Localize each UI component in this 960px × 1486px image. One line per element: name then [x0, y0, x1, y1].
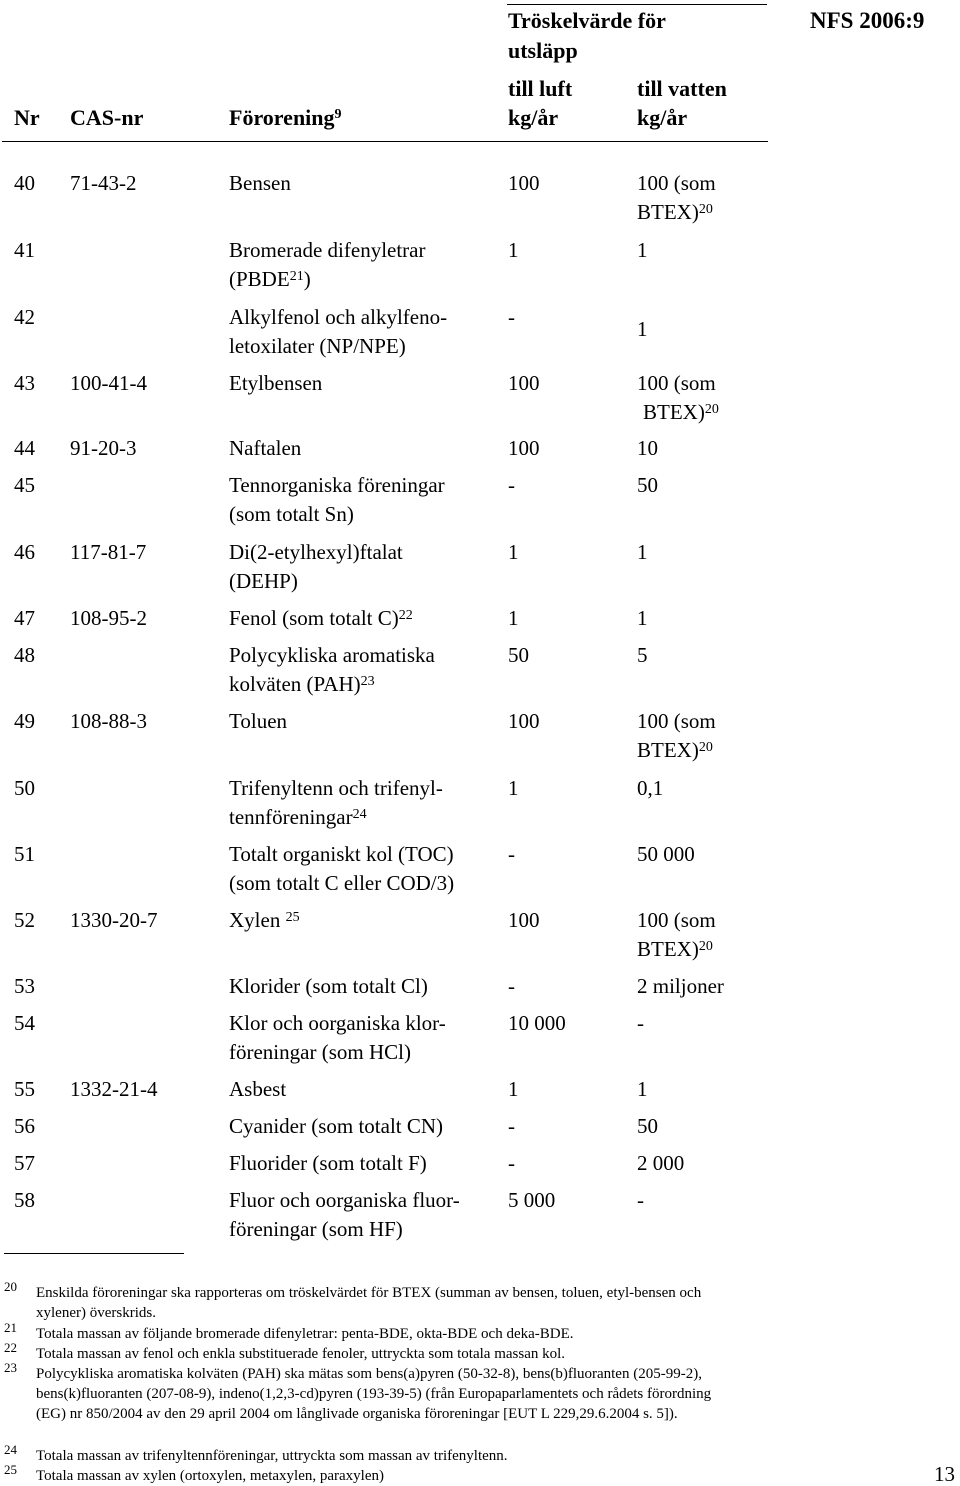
water-heading-2: kg/år	[637, 105, 688, 130]
water-threshold: -	[637, 1188, 644, 1212]
substance-name-line2-text: föreningar (som HCl)	[229, 1040, 411, 1064]
substance-name	[229, 369, 322, 398]
air-threshold: -	[508, 842, 515, 866]
substance-name-line2-text: kolväten (PAH)	[229, 672, 361, 696]
substance-name-line2	[229, 265, 311, 294]
water-threshold-line2	[637, 736, 713, 765]
air-threshold: -	[508, 1114, 515, 1138]
doc-code: NFS 2006:9	[810, 8, 925, 33]
substance-name-text: Klor och oorganiska klor-	[229, 1011, 446, 1035]
substance-name-text: Totalt organiskt kol (TOC)	[229, 842, 454, 866]
footnote-text: Polycykliska aromatiska kolväten (PAH) ska mätas som bens(a)pyren (50-32-8), bens(b)fluoranten (205-99-2), bens(k)fluoranten (207-08-9), indeno(1,2,3-cd)pyren (193-39-5) (från Europaparlamentets och rådets förordning (EG) nr 850/2004 av den 29 april 2004 om långlivade organiska föroreningar [EUT L 229,29.6.2004 s. 5]).	[36, 1366, 712, 1422]
substance-name-text: Fenol (som totalt C)	[229, 606, 399, 630]
substance-name	[229, 604, 413, 633]
substance-name	[229, 1112, 443, 1141]
substance-name-text: Polycykliska aromatiska	[229, 643, 435, 667]
footnote-ref: 20	[704, 402, 719, 417]
substance-name-line2-text: (som totalt Sn)	[229, 502, 354, 526]
substance-name	[229, 1075, 286, 1104]
water-threshold-line2	[637, 198, 713, 227]
footnote-number: 25	[4, 1462, 17, 1477]
footnote-text: Totala massan av följande bromerade difenyletrar: penta-BDE, okta-BDE och deka-BDE.	[36, 1326, 574, 1342]
substance-name-text: Fluorider (som totalt F)	[229, 1151, 427, 1175]
air-threshold: 1	[508, 238, 519, 262]
row-number: 49	[14, 709, 35, 733]
cas-number: 117-81-7	[70, 540, 147, 564]
row-number: 48	[14, 643, 35, 667]
substance-name	[229, 840, 454, 869]
water-threshold: 100 (som	[637, 371, 716, 395]
header-top-rule	[507, 4, 767, 5]
cas-number: 108-88-3	[70, 709, 147, 733]
substance-name-text: Etylbensen	[229, 371, 323, 395]
row-number: 52	[14, 908, 35, 932]
water-threshold: 1	[637, 540, 648, 564]
substance-name-text: Bromerade difenyletrar	[229, 238, 426, 262]
row-number: 45	[14, 473, 35, 497]
substance-name-text: Alkylfenol och alkylfeno-	[229, 305, 448, 329]
water-threshold: 1	[637, 238, 648, 262]
row-number: 44	[14, 436, 35, 460]
air-threshold: -	[508, 974, 515, 998]
substance-name-text: Xylen	[229, 908, 281, 932]
row-number: 47	[14, 606, 35, 630]
substance-name-line2-text: letoxilater (NP/NPE)	[229, 334, 406, 358]
row-number: 41	[14, 238, 35, 262]
substance-name-text: Cyanider (som totalt CN)	[229, 1114, 444, 1138]
substance-heading: Förorening$^9$	[229, 105, 342, 130]
water-threshold: 50 000	[637, 842, 695, 866]
water-threshold: 100 (som	[637, 709, 716, 733]
water-threshold: 100 (som	[637, 908, 716, 932]
water-threshold: 5	[637, 643, 648, 667]
footnote-number: 22	[4, 1340, 17, 1355]
footnote-ref: 20	[698, 202, 713, 217]
threshold-heading-2: utsläpp	[508, 38, 578, 63]
substance-name-line2	[229, 670, 375, 699]
footnote-text: Totala massan av trifenyltennföreningar, uttryckta som massan av trifenyltenn.	[36, 1448, 508, 1464]
cas-number: 108-95-2	[70, 606, 147, 630]
row-number: 42	[14, 305, 35, 329]
air-heading-1: till luft	[508, 76, 573, 101]
water-threshold: 0,1	[637, 776, 664, 800]
substance-name	[229, 434, 301, 463]
air-threshold: 10 000	[508, 1011, 566, 1035]
substance-name-text: Toluen	[229, 709, 288, 733]
row-number: 57	[14, 1151, 35, 1175]
substance-name-text: Bensen	[229, 171, 291, 195]
footnote-ref: 21	[289, 269, 304, 284]
substance-name	[229, 774, 443, 803]
cas-number: 91-20-3	[70, 436, 137, 460]
footnote-ref: 24	[352, 807, 367, 822]
substance-name-line2	[229, 500, 354, 529]
water-threshold-line2-text: BTEX)	[637, 738, 699, 762]
substance-name-text: Fluor och oorganiska fluor-	[229, 1188, 460, 1212]
water-threshold: 10	[637, 436, 658, 460]
cas-number: 71-43-2	[70, 171, 137, 195]
substance-name-line2	[229, 1215, 403, 1244]
substance-name-line2-text: (PBDE	[229, 267, 290, 291]
substance-name-text: Trifenyltenn och trifenyl-	[229, 776, 443, 800]
threshold-heading-1: Tröskelvärde för	[508, 8, 666, 33]
water-threshold: 2 000	[637, 1151, 685, 1175]
substance-name-line2	[229, 567, 298, 596]
air-threshold: 1	[508, 1077, 519, 1101]
substance-name	[229, 1009, 446, 1038]
water-threshold: 1	[637, 606, 648, 630]
water-threshold: 1	[637, 317, 648, 341]
footnote-number: 21	[4, 1320, 17, 1335]
air-threshold: 100	[508, 709, 540, 733]
row-number: 46	[14, 540, 35, 564]
substance-name-line2	[229, 869, 454, 898]
water-threshold: -	[637, 1011, 644, 1035]
substance-name-line2	[229, 1038, 411, 1067]
footnote-text: Enskilda föroreningar ska rapporteras om tröskelvärdet för BTEX (summan av bensen, toluen, etyl-bensen och xylener) överskrids.	[36, 1285, 702, 1321]
substance-name-line2	[229, 803, 367, 832]
substance-name-line2	[229, 332, 406, 361]
air-threshold: -	[508, 473, 515, 497]
page-number: 13	[934, 1462, 955, 1486]
footnote-ref: 20	[698, 939, 713, 954]
substance-name	[229, 906, 300, 935]
cas-number: 1332-21-4	[70, 1077, 158, 1101]
water-threshold-line2	[637, 935, 713, 964]
air-threshold: -	[508, 1151, 515, 1175]
air-threshold: 100	[508, 436, 540, 460]
air-threshold: 100	[508, 908, 540, 932]
footnote-number: 20	[4, 1279, 17, 1294]
footnote-number: 24	[4, 1442, 17, 1457]
footnote-text: Totala massan av fenol och enkla substituerade fenoler, uttryckta som totala massan kol.	[36, 1346, 566, 1362]
air-threshold: 50	[508, 643, 529, 667]
footnote-ref: 25	[285, 910, 300, 925]
air-threshold: 1	[508, 776, 519, 800]
substance-name-line2-text: (DEHP)	[229, 569, 298, 593]
substance-name-text: Asbest	[229, 1077, 287, 1101]
air-threshold: 5 000	[508, 1188, 556, 1212]
substance-name	[229, 303, 447, 332]
substance-name-text: Tennorganiska föreningar	[229, 473, 445, 497]
cas-number: 1330-20-7	[70, 908, 158, 932]
substance-name	[229, 169, 291, 198]
substance-name	[229, 972, 428, 1001]
substance-name-line2-tail: )	[303, 267, 311, 291]
air-threshold: -	[508, 305, 515, 329]
water-threshold: 1	[637, 1077, 648, 1101]
cas-heading: CAS-nr	[70, 105, 144, 130]
water-threshold: 50	[637, 1114, 658, 1138]
row-number: 55	[14, 1077, 35, 1101]
air-threshold: 100	[508, 171, 540, 195]
substance-name	[229, 707, 287, 736]
nr-heading: Nr	[14, 105, 40, 130]
substance-name-text: Di(2-etylhexyl)ftalat	[229, 540, 403, 564]
row-number: 40	[14, 171, 35, 195]
substance-name	[229, 236, 426, 265]
water-threshold-line2-text: BTEX)	[637, 200, 699, 224]
header-bottom-rule	[2, 141, 768, 142]
air-heading-2: kg/år	[508, 105, 559, 130]
substance-name	[229, 1149, 427, 1178]
air-threshold: 100	[508, 371, 540, 395]
row-number: 56	[14, 1114, 35, 1138]
water-threshold-line2	[643, 398, 719, 427]
footnote-number: 23	[4, 1360, 17, 1375]
water-threshold: 50	[637, 473, 658, 497]
row-number: 51	[14, 842, 35, 866]
footnote-separator	[4, 1253, 184, 1254]
row-number: 54	[14, 1011, 35, 1035]
water-threshold: 100 (som	[637, 171, 716, 195]
row-number: 43	[14, 371, 35, 395]
substance-name	[229, 538, 403, 567]
water-threshold-line2-text: BTEX)	[643, 400, 705, 424]
air-threshold: 1	[508, 540, 519, 564]
substance-name-text: Naftalen	[229, 436, 302, 460]
water-threshold: 2 miljoner	[637, 974, 724, 998]
cas-number: 100-41-4	[70, 371, 147, 395]
air-threshold: 1	[508, 606, 519, 630]
footnote-ref: 23	[360, 674, 375, 689]
footnote-text: Totala massan av xylen (ortoxylen, metaxylen, paraxylen)	[36, 1468, 384, 1484]
row-number: 58	[14, 1188, 35, 1212]
footnote-ref: 22	[398, 608, 413, 623]
water-heading-1: till vatten	[637, 76, 727, 101]
row-number: 53	[14, 974, 35, 998]
substance-name	[229, 1186, 460, 1215]
substance-name	[229, 471, 445, 500]
footnote-ref: 20	[698, 740, 713, 755]
substance-name-line2-text: (som totalt C eller COD/3)	[229, 871, 455, 895]
substance-name-text: Klorider (som totalt Cl)	[229, 974, 428, 998]
substance-name	[229, 641, 435, 670]
row-number: 50	[14, 776, 35, 800]
substance-name-line2-text: tennföreningar	[229, 805, 353, 829]
water-threshold-line2-text: BTEX)	[637, 937, 699, 961]
substance-name-line2-text: föreningar (som HF)	[229, 1217, 403, 1241]
